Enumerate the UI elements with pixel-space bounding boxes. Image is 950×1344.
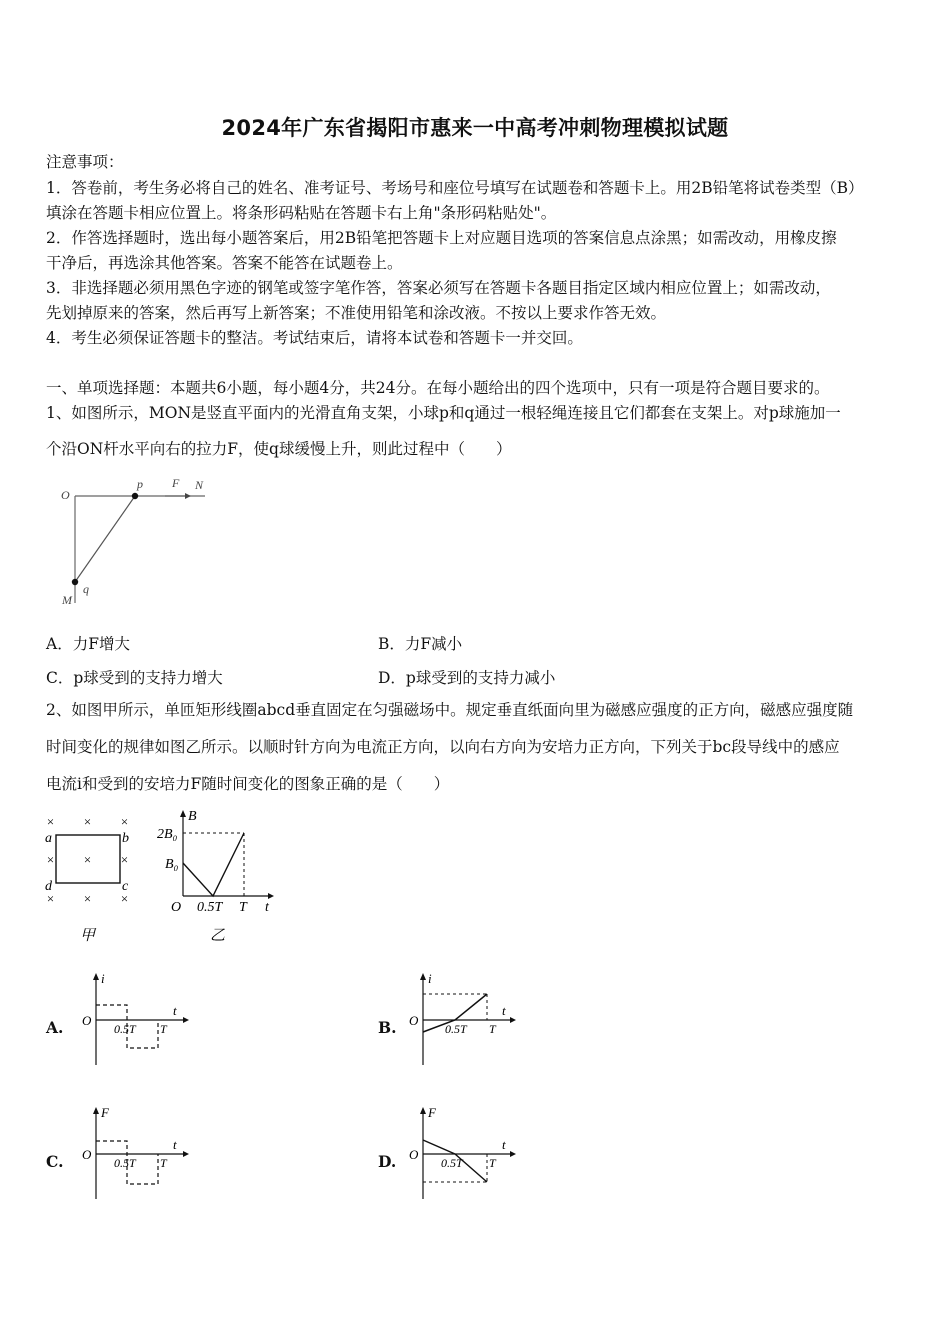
q2-option-d[interactable]: D. <box>378 1152 397 1171</box>
x-axis-arrow <box>510 1017 516 1023</box>
caption-jia: 甲 <box>80 928 96 944</box>
label-b-axis: B <box>188 809 197 824</box>
label-t-period: T <box>239 900 247 915</box>
cross-mark: × <box>83 891 92 906</box>
label-i: i <box>428 971 432 986</box>
label-half-t: 0.5T <box>445 1022 467 1036</box>
label-t-period: T <box>160 1156 167 1170</box>
y-axis-arrow <box>93 973 99 980</box>
label-t-axis: t <box>502 1003 506 1018</box>
cross-mark: × <box>46 814 55 829</box>
q2-graph-a[interactable] <box>78 970 193 1070</box>
y-axis-arrow <box>420 1107 426 1114</box>
page-title: 2024年广东省揭阳市惠来一中高考冲刺物理模拟试题 <box>221 116 729 140</box>
label-f: F <box>101 1105 109 1120</box>
q1-option-a[interactable]: A．力F增大 <box>46 635 130 653</box>
label-m: M <box>62 593 72 607</box>
label-o: O <box>171 900 182 915</box>
y-axis-arrow <box>180 810 186 817</box>
label-t-axis: t <box>502 1137 506 1152</box>
label-d: d <box>45 879 52 894</box>
cross-mark: × <box>120 814 129 829</box>
label-p: p <box>137 477 143 491</box>
y-axis-arrow <box>420 973 426 980</box>
cross-mark: × <box>46 891 55 906</box>
q1-option-b[interactable]: B．力F减小 <box>378 635 463 653</box>
label-i: i <box>101 971 105 986</box>
label-b: b <box>122 831 129 846</box>
cross-mark: × <box>83 814 92 829</box>
ball-p <box>132 493 138 499</box>
q1-stem-line-1: 1、如图所示，MON是竖直平面内的光滑直角支架，小球p和q通过一根轻绳连接且它们都套在支架上。对p球施加一 <box>46 404 841 422</box>
notice-line-2: 填涂在答题卡相应位置上。将条形码粘贴在答题卡右上角"条形码粘贴处"。 <box>46 204 557 222</box>
y-axis-arrow <box>93 1107 99 1114</box>
label-o: O <box>409 1013 419 1028</box>
label-n: N <box>195 478 204 492</box>
notice-line-6: 先划掉原来的答案，然后再写上新答案；不准使用铅笔和涂改液。不按以上要求作答无效。 <box>46 304 667 322</box>
x-axis-arrow <box>183 1017 189 1023</box>
q2-option-b[interactable]: B. <box>378 1018 397 1037</box>
notice-line-1: 1．答卷前，考生务必将自己的姓名、准考证号、考场号和座位号填写在试题卷和答题卡上。用2B铅笔将试卷类型（B） <box>46 179 864 197</box>
q2-graph-c[interactable] <box>78 1104 193 1204</box>
notice-line-3: 2．作答选择题时，选出每小题答案后，用2B铅笔把答题卡上对应题目选项的答案信息点涂黑；如需改动，用橡皮擦 <box>46 229 837 247</box>
q1-option-d[interactable]: D．p球受到的支持力减小 <box>378 669 556 687</box>
label-half-t: 0.5T <box>114 1156 136 1170</box>
notice-heading: 注意事项： <box>46 153 124 171</box>
label-2b0: 2B₀ <box>157 827 178 842</box>
label-t-period: T <box>489 1156 496 1170</box>
notice-line-4: 干净后，再选涂其他答案。答案不能答在试题卷上。 <box>46 254 403 272</box>
q1-stem-line-2: 个沿ON杆水平向右的拉力F，使q球缓慢上升，则此过程中（ ） <box>46 440 512 458</box>
q2-option-c[interactable]: C. <box>46 1152 64 1171</box>
q2-stem-line-2: 时间变化的规律如图乙所示。以顺时针方向为电流正方向，以向右方向为安培力正方向，下列关于bc段导线中的感应 <box>46 738 840 756</box>
label-o: O <box>61 488 70 502</box>
x-axis-arrow <box>268 893 274 899</box>
notice-line-5: 3．非选择题必须用黑色字迹的钢笔或签字笔作答，答案必须写在答题卡各题目指定区域内相应位置上；如需改动， <box>46 279 831 297</box>
q2-figure-jia <box>40 812 140 947</box>
caption-yi: 乙 <box>210 928 226 944</box>
label-a: a <box>45 831 52 846</box>
label-half-t: 0.5T <box>197 900 223 915</box>
label-t-period: T <box>160 1022 167 1036</box>
q2-option-a[interactable]: A. <box>46 1018 64 1037</box>
q2-graph-b[interactable] <box>405 970 520 1070</box>
cross-mark: × <box>46 852 55 867</box>
label-f: F <box>428 1105 436 1120</box>
label-t-axis: t <box>265 900 269 915</box>
section-heading: 一、单项选择题：本题共6小题，每小题4分，共24分。在每小题给出的四个选项中，只有一项是符合题目要求的。 <box>46 379 830 397</box>
label-t-axis: t <box>173 1003 177 1018</box>
q2-stem-line-3: 电流i和受到的安培力F随时间变化的图象正确的是（ ） <box>46 775 450 793</box>
x-axis-arrow <box>183 1151 189 1157</box>
label-half-t: 0.5T <box>441 1156 463 1170</box>
b-curve <box>183 833 244 896</box>
label-half-t: 0.5T <box>114 1022 136 1036</box>
q2-stem-line-1: 2、如图甲所示，单匝矩形线圈abcd垂直固定在匀强磁场中。规定垂直纸面向里为磁感应强度的正方向，磁感应强度随 <box>46 701 854 719</box>
label-t-axis: t <box>173 1137 177 1152</box>
cross-mark: × <box>83 852 92 867</box>
label-b0: B₀ <box>165 857 179 872</box>
q1-option-c[interactable]: C．p球受到的支持力增大 <box>46 669 223 687</box>
notice-line-7: 4．考生必须保证答题卡的整洁。考试结束后，请将本试卷和答题卡一并交回。 <box>46 329 583 347</box>
rope <box>75 496 135 582</box>
force-arrow-head <box>185 493 191 499</box>
label-c: c <box>122 879 129 894</box>
label-o: O <box>409 1147 419 1162</box>
cross-mark: × <box>120 891 129 906</box>
ball-q <box>72 579 78 585</box>
x-axis-arrow <box>510 1151 516 1157</box>
label-t-period: T <box>489 1022 496 1036</box>
label-o: O <box>82 1013 92 1028</box>
q2-graph-d[interactable] <box>405 1104 520 1204</box>
cross-mark: × <box>120 852 129 867</box>
label-o: O <box>82 1147 92 1162</box>
q1-figure <box>55 475 220 610</box>
q2-figure-yi <box>155 808 280 948</box>
label-f: F <box>172 476 180 490</box>
label-q: q <box>83 582 89 596</box>
